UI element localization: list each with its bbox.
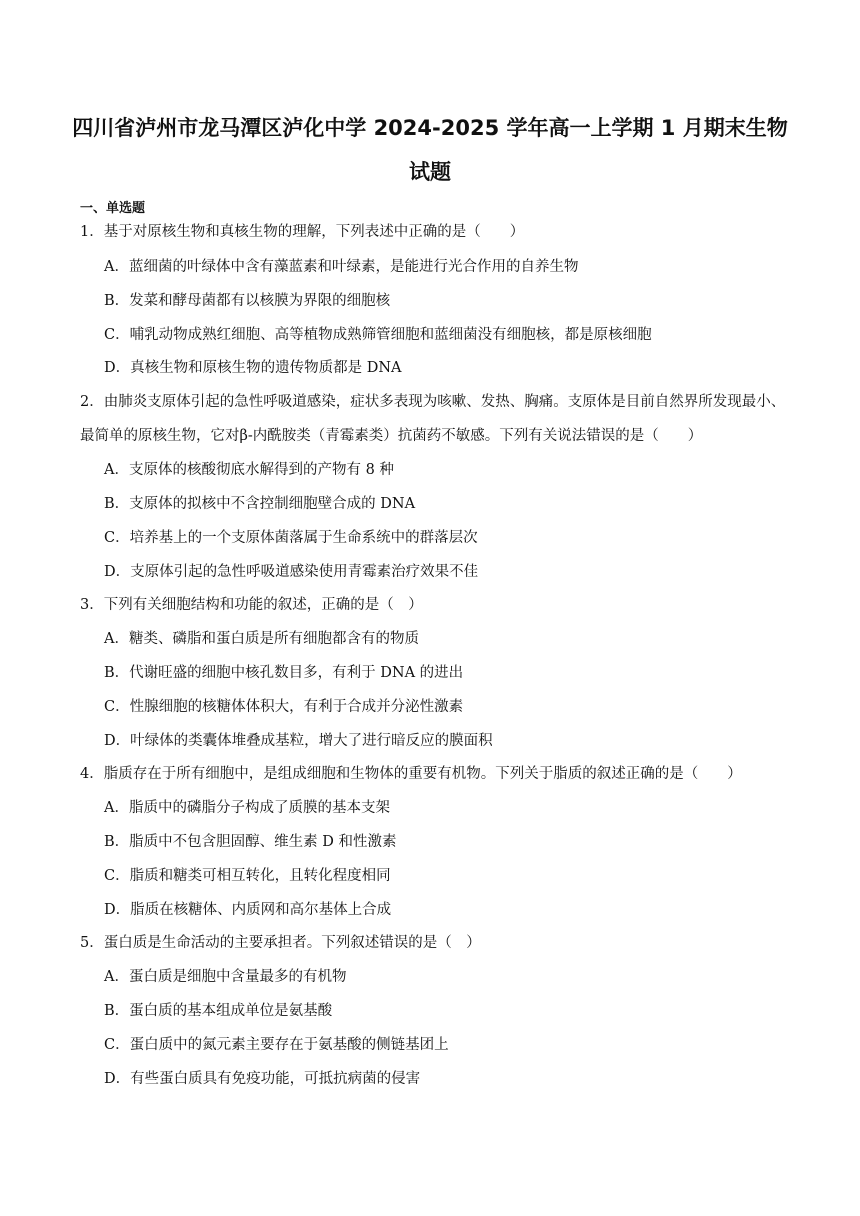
question-5-option-a: A．蛋白质是细胞中含量最多的有机物 <box>104 969 347 985</box>
question-5-stem: 5．蛋白质是生命活动的主要承担者。下列叙述错误的是（ ） <box>80 935 481 951</box>
question-4-option-a: A．脂质中的磷脂分子构成了质膜的基本支架 <box>104 800 390 816</box>
exam-title-line-1: 四川省泸州市龙马潭区泸化中学 2024-2025 学年高一上学期 1 月期末生物 <box>72 116 788 140</box>
question-1-option-d: D．真核生物和原核生物的遗传物质都是 DNA <box>104 360 402 376</box>
section-heading: 一、单选题 <box>80 201 146 216</box>
question-5-option-d: D．有些蛋白质具有免疫功能，可抵抗病菌的侵害 <box>104 1071 421 1087</box>
question-3-stem: 3．下列有关细胞结构和功能的叙述，正确的是（ ） <box>80 597 423 613</box>
question-1-stem: 1．基于对原核生物和真核生物的理解，下列表述中正确的是（ ） <box>80 224 525 240</box>
question-3-option-a: A．糖类、磷脂和蛋白质是所有细胞都含有的物质 <box>104 631 419 647</box>
question-3-option-d: D．叶绿体的类囊体堆叠成基粒，增大了进行暗反应的膜面积 <box>104 733 493 749</box>
question-3-option-c: C．性腺细胞的核糖体体积大，有利于合成并分泌性激素 <box>104 699 464 715</box>
question-4-stem: 4．脂质存在于所有细胞中，是组成细胞和生物体的重要有机物。下列关于脂质的叙述正确的是（ ） <box>80 766 742 782</box>
question-5-option-b: B．蛋白质的基本组成单位是氨基酸 <box>104 1003 333 1019</box>
question-4-option-d: D．脂质在核糖体、内质网和高尔基体上合成 <box>104 902 392 918</box>
question-4-option-b: B．脂质中不包含胆固醇、维生素 D 和性激素 <box>104 834 397 850</box>
question-2-option-c: C．培养基上的一个支原体菌落属于生命系统中的群落层次 <box>104 530 478 546</box>
question-2-option-a: A．支原体的核酸彻底水解得到的产物有 8 种 <box>104 462 394 478</box>
question-2-option-b: B．支原体的拟核中不含控制细胞壁合成的 DNA <box>104 496 416 512</box>
question-1-option-b: B．发菜和酵母菌都有以核膜为界限的细胞核 <box>104 293 391 309</box>
question-3-option-b: B．代谢旺盛的细胞中核孔数目多，有利于 DNA 的进出 <box>104 665 464 681</box>
question-4-option-c: C．脂质和糖类可相互转化，且转化程度相同 <box>104 868 391 884</box>
question-1-option-a: A．蓝细菌的叶绿体中含有藻蓝素和叶绿素，是能进行光合作用的自养生物 <box>104 259 579 275</box>
exam-title-line-2: 试题 <box>409 160 451 184</box>
question-1-option-c: C．哺乳动物成熟红细胞、高等植物成熟筛管细胞和蓝细菌没有细胞核，都是原核细胞 <box>104 327 652 343</box>
question-2-option-d: D．支原体引起的急性呼吸道感染使用青霉素治疗效果不佳 <box>104 564 479 580</box>
question-5-option-c: C．蛋白质中的氮元素主要存在于氨基酸的侧链基团上 <box>104 1037 449 1053</box>
question-2-stem: 2．由肺炎支原体引起的急性呼吸道感染，症状多表现为咳嗽、发热、胸痛。支原体是目前自然界所发现最小、最简单的原核生物，它对β-内酰胺类（青霉素类）抗菌药不敏感。下列有关说法错误的是（ ） <box>80 394 786 444</box>
